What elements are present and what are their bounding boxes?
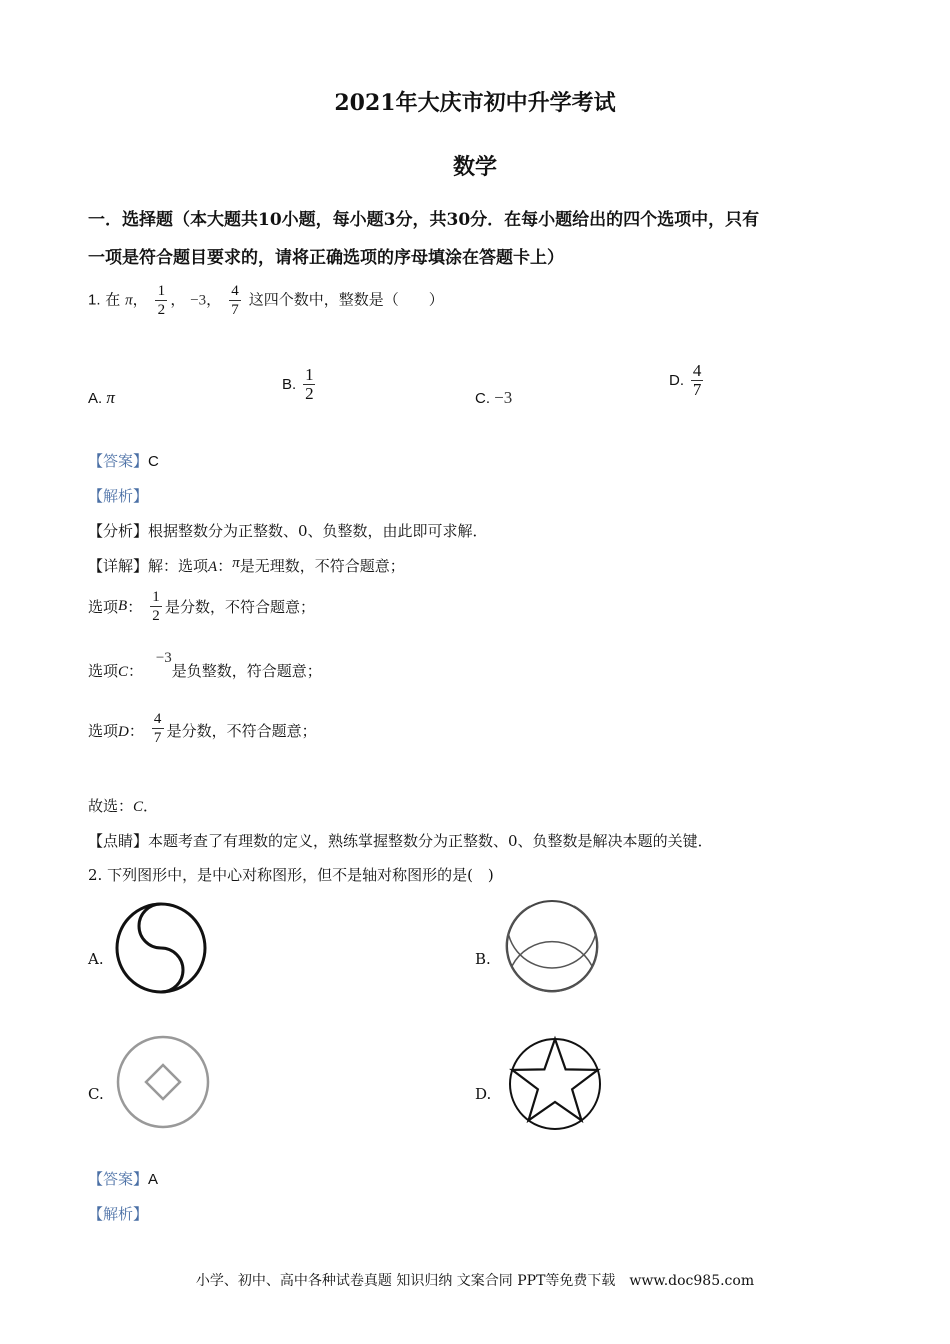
q2-analysis-tag: 【解析】: [88, 1205, 149, 1223]
q2-answer-tag: 【答案】: [88, 1170, 149, 1188]
q2-label-c: C.: [88, 1085, 104, 1103]
xiangjie-colon: ：: [217, 557, 233, 575]
dianjing-tag: 【点睛】: [88, 832, 149, 850]
q1-option-a: [88, 388, 115, 408]
optd-den: 7: [153, 730, 162, 746]
optb-num: 1: [152, 589, 160, 605]
optc-pre: 选项: [88, 662, 119, 680]
q2-figure-b-circle-arcs: [500, 896, 604, 1002]
q1-stem: [88, 282, 444, 319]
q1-post: 这四个数中，整数是（ ）: [248, 290, 444, 309]
fenxi-tag: 【分析】: [88, 522, 149, 540]
q1-option-c: [475, 388, 512, 408]
q1-option-b-num: 1: [305, 365, 314, 384]
xiangjie-pi: π: [232, 555, 240, 571]
guxuan-text: 故选：: [88, 797, 134, 815]
q1-option-d-num: 4: [692, 361, 702, 380]
q2-stem: 2. 下列图形中，是中心对称图形，但不是轴对称图形的是( ): [88, 866, 494, 884]
q1-option-b-den: 2: [305, 384, 314, 403]
q2-answer: [88, 1168, 158, 1189]
q1-answer: [88, 450, 159, 471]
optb-pre: 选项: [88, 598, 119, 616]
q1-comma-3: ，: [206, 290, 222, 309]
optc-colon: ：: [128, 662, 144, 680]
xiangjie-post: 是无理数，不符合题意；: [239, 557, 405, 575]
q2-label-b: B.: [475, 950, 491, 968]
q1-option-d: [669, 362, 706, 399]
q1-number: 1.: [88, 291, 101, 309]
q1-option-d-explain: [88, 710, 317, 747]
q1-frac2-den: 7: [231, 302, 239, 318]
q1-pre: 在: [105, 290, 121, 309]
section-heading-line2: 一项是符合题目要求的，请将正确选项的序母填涂在答题卡上）: [88, 248, 564, 268]
q2-label-a: A.: [88, 950, 104, 968]
q2-answer-value: A: [148, 1171, 159, 1188]
q1-fenxi: [88, 520, 488, 541]
optd-colon: ：: [128, 722, 144, 740]
answer-value: C: [148, 453, 159, 470]
q1-option-b: [282, 366, 318, 403]
subject-title: 数学: [452, 154, 497, 180]
xiangjie-letter-a: A: [208, 559, 218, 575]
q1-option-b-label: B.: [282, 376, 297, 393]
dianjing-text: 本题考查了有理数的定义，熟练掌握整数分为正整数、0、负整数是解决本题的关键．: [148, 832, 713, 850]
optd-num: 4: [153, 711, 162, 727]
q2-figure-d-star: [505, 1034, 605, 1138]
optb-den: 2: [152, 608, 160, 624]
guxuan-letter: C: [133, 799, 144, 815]
optb-letter: B: [118, 598, 128, 614]
optd-fraction: [152, 710, 164, 747]
q2-label-d: D.: [475, 1085, 492, 1103]
section-heading-line1: 一．选择题（本大题共10小题，每小题3分，共30分．在每小题给出的四个选项中，只有: [88, 210, 760, 230]
q1-option-d-den: 7: [692, 380, 702, 399]
q1-option-d-fraction: [691, 362, 703, 399]
q1-frac1-den: 2: [157, 302, 166, 318]
q1-fraction-half: [155, 282, 167, 319]
optc-value: −3: [155, 650, 172, 666]
exam-title: 2021年大庆市初中升学考试: [334, 90, 616, 116]
answer-tag: 【答案】: [88, 452, 149, 470]
optb-post: 是分数，不符合题意；: [164, 598, 315, 616]
optd-post: 是分数，不符合题意；: [166, 722, 317, 740]
q1-pi: π: [125, 292, 133, 309]
page-footer: 小学、初中、高中各种试卷真题 知识归纳 文案合同 PPT等免费下载 www.doc985.com: [195, 1273, 755, 1289]
q1-option-c-label: C.: [475, 390, 490, 407]
guxuan-period: ．: [143, 797, 159, 815]
q1-option-a-label: A.: [88, 390, 103, 407]
q1-dianjing: [88, 830, 713, 851]
q1-analysis-tag: 【解析】: [88, 487, 149, 505]
q1-frac2-num: 4: [231, 283, 239, 299]
optc-post: 是负整数，符合题意；: [171, 662, 322, 680]
q2-figure-a-yinyang: [112, 900, 212, 1002]
q1-neg3: −3: [190, 292, 207, 309]
q1-comma-2: ，: [170, 290, 186, 309]
q1-option-c-value: −3: [494, 388, 513, 407]
q1-option-d-label: D.: [669, 372, 684, 389]
optd-letter: D: [118, 724, 129, 740]
q1-option-b-explain: [88, 588, 315, 625]
q1-frac1-num: 1: [157, 283, 166, 299]
q1-guxuan: [88, 795, 158, 816]
q1-xiangjie: [88, 555, 405, 576]
fenxi-text: 根据整数分为正整数、0、负整数，由此即可求解．: [148, 522, 488, 540]
q1-option-c-explain: [88, 648, 322, 681]
q1-fraction-four-sevenths: [229, 282, 241, 319]
q1-option-b-fraction: [303, 366, 315, 403]
optc-letter: C: [118, 664, 129, 680]
q2-figure-c-coin: [112, 1032, 214, 1138]
optb-colon: ：: [127, 598, 143, 616]
optb-fraction: [150, 588, 162, 625]
optd-pre: 选项: [88, 722, 119, 740]
xiangjie-pre: 解：选项: [148, 557, 209, 575]
xiangjie-tag: 【详解】: [88, 557, 149, 575]
q1-option-a-value: π: [106, 388, 115, 407]
q1-comma-1: ，: [132, 290, 148, 309]
